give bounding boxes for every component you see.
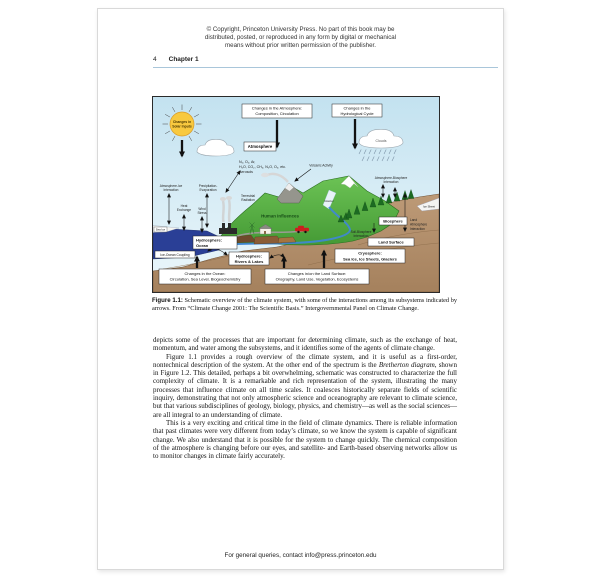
changes-ocean-label: Changes in the Ocean: <box>184 270 226 276</box>
clouds-label: Clouds <box>375 139 387 143</box>
gases-label: H₂O, CO₂, CH₄, N₂O, O₃, etc. <box>239 165 287 169</box>
climate-diagram <box>153 97 439 292</box>
paragraph-3-text: This is a very exciting and critical time in the field of climate dynamics. There is reliable information that past climates were very different from today’s climate, so we know the system is capable of significant change. We also understand that it is possible for the system to change quickly. The chemical composition of the atmosphere is changing before our eyes, and satellite- and Earth-based observing networks allow us to monitor changes in climate fairly accurately. <box>153 418 457 461</box>
footer-queries: For general queries, contact info@press.princeton.edu <box>224 552 377 559</box>
wind-stress-label: Wind <box>198 207 206 211</box>
ice-ocean-coupling-label: Ice-Ocean Coupling <box>160 252 190 257</box>
precipitation-evaporation-label: Evaporation <box>199 188 217 193</box>
precipitation-evaporation-label: Precipitation- <box>198 184 218 188</box>
paragraph-2 <box>153 353 457 419</box>
header-rule <box>153 67 498 68</box>
changes-land-label: Orography, Land Use, Vegetation, Ecosystems <box>275 276 359 282</box>
changes-land-label: Changes in/on the Land Surface: <box>287 270 347 276</box>
paragraph-1-text: depicts some of the processes that are important for determining climate, such as the exchange of heat, momentum, and water among the subsystems, and it identifies some of the agents of climate change. <box>153 336 457 353</box>
gases-label: N₂, O₂, Ar, <box>239 160 256 164</box>
hydrosphere-rivers-label: Hydrosphere: <box>235 253 263 259</box>
wind-stress-label: Stress <box>197 211 207 216</box>
land-atmosphere-label: Land <box>410 218 418 222</box>
copyright-line: © Copyright, Princeton University Press. No part of this book may be <box>206 26 395 33</box>
figure-caption-label: Figure 1.1: <box>152 297 183 304</box>
sun-label: Solar Inputs <box>172 124 192 129</box>
heat-exchange-label: Exchange <box>176 208 192 213</box>
human-influences-label: Human Influences <box>261 213 299 219</box>
sun-label: Changes in <box>172 120 192 124</box>
climate-system-figure <box>152 96 440 293</box>
chapter-title: Chapter 1 <box>168 56 199 63</box>
changes-ocean-label: Circulation, Sea Level, Biogeochemistry <box>169 276 241 282</box>
paragraph-3 <box>153 419 457 460</box>
copyright-notice <box>98 26 503 50</box>
volcano-smoke-puff <box>261 173 269 177</box>
soil-biosphere-label: Soil-Biosphere <box>350 230 372 234</box>
biosphere-label: Biosphere <box>383 218 403 224</box>
cryosphere-label: Cryosphere: <box>358 250 382 256</box>
land-atmosphere-label: Interaction <box>410 227 425 232</box>
heat-exchange-label: Heat <box>180 204 188 208</box>
terrestrial-radiation-label: Radiation <box>241 198 255 203</box>
book-page <box>97 8 504 570</box>
copyright-line: means without prior written permission of the publisher. <box>225 41 376 49</box>
atmosphere-biosphere-label: Interaction <box>383 180 399 185</box>
page-number: 4 <box>153 56 157 63</box>
atmosphere-ice-label: Interaction <box>163 188 179 193</box>
body-text <box>153 336 457 460</box>
glacier-label: Glacier <box>324 199 334 203</box>
changes-atmosphere-label: Changes in the Atmosphere: <box>251 105 303 111</box>
terrestrial-radiation-label: Terrestrial <box>241 194 255 198</box>
hydrosphere-rivers-label: Rivers & Lakes <box>234 258 264 264</box>
atmosphere-biosphere-label: Atmosphere-Biosphere <box>374 176 408 180</box>
running-header <box>153 56 199 63</box>
land-surface-label: Land Surface <box>378 239 404 245</box>
copyright-line: distributed, posted, or reproduced in any form by digital or mechanical <box>204 33 397 41</box>
land-atmosphere-label: Atmosphere <box>410 222 428 227</box>
atmosphere-label: Atmosphere <box>247 144 273 149</box>
hydrosphere-ocean-label: Ocean <box>196 242 209 248</box>
sea-ice-label: Sea Ice <box>155 227 166 232</box>
paragraph-1 <box>153 336 457 353</box>
cryosphere-label: Sea Ice, Ice Sheets, Glaciers <box>343 256 397 262</box>
paragraph-2-text: , shown in Figure 1.2. This detailed, perhaps a bit overwhelming, schematic was constructed to characterize the full complexity of climate. It is a remarkable and rich representation of the system, illustrating the many processes that influence climate on all time scales. It coalesces historically separate fields of scientific inquiry, demonstrating that not only atmospheric science and oceanography are relevant to climate science, but that various subdisciplines of geology, biology, physics, and chemistry—as well as the social sciences—are all integral to an understanding of climate. <box>153 360 457 419</box>
hydrosphere-ocean-label: Hydrosphere: <box>196 237 223 243</box>
volcanic-activity-label: Volcanic Activity <box>309 163 333 168</box>
atmosphere-ice-label: Atmosphere-Ice <box>159 184 183 188</box>
paragraph-2-text: Figure 1.1 provides a rough overview of the climate system, and it is useful as a first-order, nontechnical description of the system. At the other end of the spectrum is the <box>153 352 457 369</box>
gases-label: Aerosols <box>239 170 253 174</box>
changes-hydrological-label: Hydrological Cycle <box>340 110 374 116</box>
ice-sheet-label: Ice Sheet <box>423 204 435 209</box>
changes-atmosphere-label: Composition, Circulation <box>255 111 299 117</box>
bretherton-diagram-italic: Bretherton diagram <box>378 360 435 369</box>
soil-biosphere-label: Interaction <box>353 234 369 239</box>
figure-caption-text: Schematic overview of the climate system, with some of the interactions among its subsystems indicated by arrows. From “Climate Change 2001: The Scientific Basis.” Intergovernmental Panel on Climate Change. <box>152 297 457 312</box>
changes-hydrological-label: Changes in the <box>343 105 371 111</box>
figure-caption <box>152 297 457 313</box>
